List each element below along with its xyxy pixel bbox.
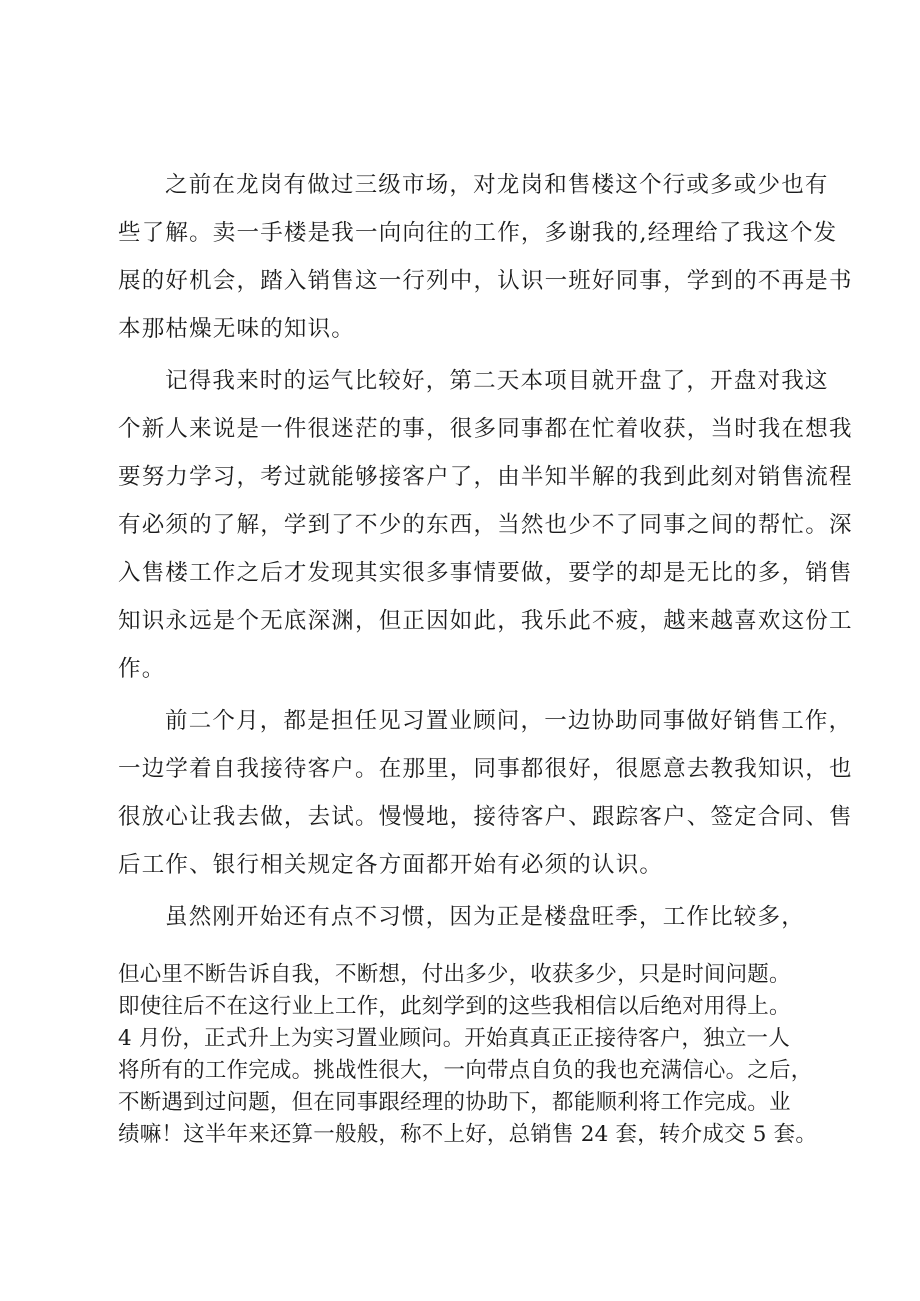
paragraph-2-line-2: 个新人来说是一件很迷茫的事，很多同事都在忙着收获，当时我在想我 (118, 416, 853, 442)
paragraph-2-line-5: 入售楼工作之后才发现其实很多事情要做，要学的却是无比的多，销售 (118, 560, 853, 586)
paragraph-4-line-5: 将所有的工作完成。挑战性很大，一向带点自负的我也充满信心。之后， (118, 1058, 813, 1083)
paragraph-2-line-3: 要努力学习，考过就能够接客户了，由半知半解的我到此刻对销售流程 (118, 464, 853, 490)
paragraph-3-line-3: 很放心让我去做，去试。慢慢地，接待客户、跟踪客户、签定合同、售 (118, 804, 853, 830)
paragraph-4-line-7: 绩嘛！这半年来还算一般般，称不上好，总销售 24 套，转介成交 5 套。 (118, 1122, 818, 1147)
paragraph-3-line-4: 后工作、银行相关规定各方面都开始有必须的认识。 (118, 852, 664, 878)
paragraph-4-line-1: 虽然刚开始还有点不习惯，因为正是楼盘旺季，工作比较多， (165, 904, 805, 930)
paragraph-4-line-6: 不断遇到过问题，但在同事跟经理的协助下，都能顺利将工作完成。业 (118, 1090, 791, 1115)
paragraph-3-line-2: 一边学着自我接待客户。在那里，同事都很好，很愿意去教我知识，也 (118, 756, 853, 782)
paragraph-1-line-4: 本那枯燥无味的知识。 (118, 316, 356, 342)
paragraph-2-line-1: 记得我来时的运气比较好，第二天本项目就开盘了，开盘对我这 (165, 368, 829, 394)
paragraph-3-line-1: 前二个月，都是担任见习置业顾问，一边协助同事做好销售工作， (165, 708, 853, 734)
paragraph-1-line-3: 展的好机会，踏入销售这一行列中，认识一班好同事，学到的不再是书 (118, 268, 853, 294)
paragraph-2-line-7: 作。 (118, 656, 166, 682)
paragraph-4-line-3: 即使往后不在这行业上工作，此刻学到的这些我相信以后绝对用得上。 (118, 994, 791, 1019)
paragraph-4-line-2: 但心里不断告诉自我，不断想，付出多少，收获多少，只是时间问题。 (118, 962, 791, 987)
paragraph-2-line-6: 知识永远是个无底深渊，但正因如此，我乐此不疲，越来越喜欢这份工 (118, 608, 853, 634)
paragraph-1-line-2: 些了解。卖一手楼是我一向向往的工作，多谢我的,经理给了我这个发 (118, 220, 838, 246)
paragraph-1-line-1: 之前在龙岗有做过三级市场，对龙岗和售楼这个行或多或少也有 (165, 172, 829, 198)
paragraph-4-line-4: 4 月份，正式升上为实习置业顾问。开始真真正正接待客户，独立一人 (118, 1026, 790, 1051)
paragraph-2-line-4: 有必须的了解，学到了不少的东西，当然也少不了同事之间的帮忙。深 (118, 512, 853, 538)
